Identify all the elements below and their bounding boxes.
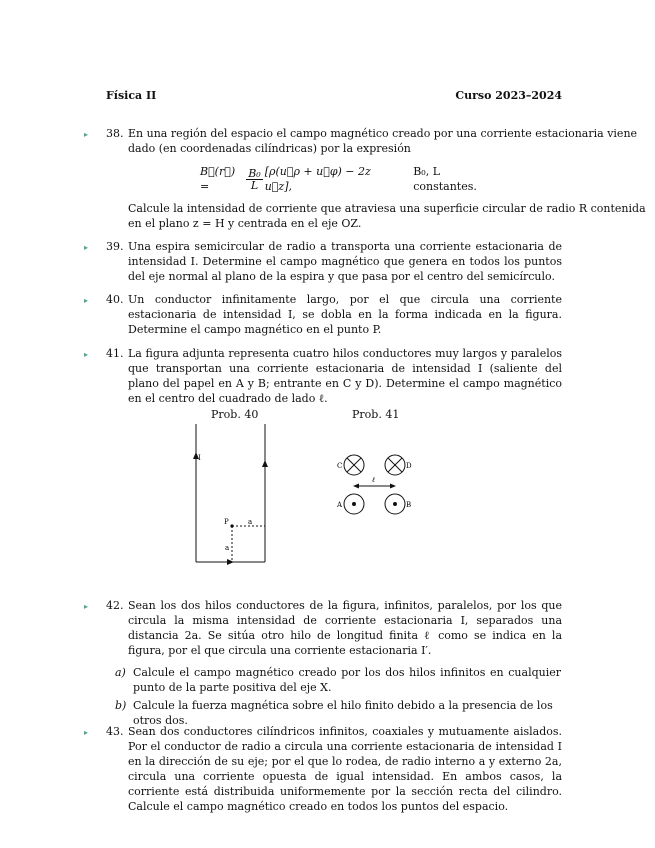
figure-41-title: Prob. 41 xyxy=(352,408,400,421)
problem-number: 42. xyxy=(106,599,124,612)
label-i: I xyxy=(198,454,201,462)
problem-41 xyxy=(84,346,562,406)
problem-number: 40. xyxy=(106,293,124,306)
label-p: P xyxy=(224,518,229,526)
figure-41 xyxy=(332,448,422,520)
page-header xyxy=(106,88,562,103)
label-d: D xyxy=(406,462,412,470)
problem-text: Una espira semicircular de radio a transporta una corriente estacionaria de intensidad I. Determine el campo magnético que genera en todos los puntos del eje normal al plano de la espira y que pasa por el centro del semicírculo. xyxy=(128,240,562,283)
problem-text: dado (en coordenadas cilíndricas) por la expresión xyxy=(128,142,411,155)
label-c: C xyxy=(337,462,343,470)
point-p xyxy=(230,524,233,527)
figure-40 xyxy=(190,420,270,566)
subquestion-tag: b) xyxy=(115,699,127,712)
subquestion-a xyxy=(115,665,561,695)
dot-out-icon xyxy=(393,502,397,506)
dot-out-icon xyxy=(352,502,356,506)
problem-38-cont xyxy=(84,201,646,231)
margin-marker-icon: ▸ xyxy=(84,243,89,252)
problem-text: Un conductor infinitamente largo, por el que circula una corriente estacionaria de intensidad I, se dobla en la forma indicada en la figura. Determine el campo magnético en el punto P. xyxy=(128,293,562,336)
margin-marker-icon: ▸ xyxy=(84,602,89,611)
problem-text: Calcule la intensidad de corriente que atraviesa una superficie circular de radio R contenida xyxy=(128,202,646,215)
problem-number: 38. xyxy=(106,127,124,140)
label-b: B xyxy=(406,501,412,509)
problem-text: En una región del espacio el campo magnético creado por una corriente estacionaria viene xyxy=(128,127,638,140)
subquestion-text: Calcule el campo magnético creado por los dos hilos infinitos en cualquier punto de la parte positiva del eje X. xyxy=(133,666,561,694)
problem-number: 41. xyxy=(106,347,124,360)
problem-42 xyxy=(84,598,562,658)
label-l: ℓ xyxy=(372,476,375,484)
problem-number: 39. xyxy=(106,240,124,253)
equation-note: B₀, L constantes. xyxy=(413,165,477,193)
problem-39 xyxy=(84,239,562,284)
problem-38 xyxy=(84,126,638,156)
subquestion-text: Calcule la fuerza magnética sobre el hilo finito debido a la presencia de los otros dos. xyxy=(133,699,553,727)
problem-number: 43. xyxy=(106,725,124,738)
equation-numerator: B₀ xyxy=(248,166,261,180)
equation-fraction xyxy=(246,168,263,191)
problem-text: en el plano z = H y centrada en el eje OZ. xyxy=(128,217,362,230)
equation-denominator: L xyxy=(250,178,259,192)
equation-rhs: [ρ(u⃗ρ + u⃗φ) − 2z u⃗z], xyxy=(264,165,371,193)
subquestion-tag: a) xyxy=(115,666,126,679)
margin-marker-icon: ▸ xyxy=(84,728,89,737)
arrow-left-icon xyxy=(353,484,359,489)
label-a: A xyxy=(337,501,343,509)
arrow-right-icon xyxy=(390,484,396,489)
arrow-right-icon xyxy=(227,559,234,565)
arrow-up-icon xyxy=(262,460,268,467)
problem-40 xyxy=(84,292,562,337)
label-a-horizontal: a xyxy=(248,518,253,526)
course-name: Física II xyxy=(106,89,157,102)
problem-43 xyxy=(84,724,562,814)
figure-40-title: Prob. 40 xyxy=(211,408,259,421)
margin-marker-icon: ▸ xyxy=(84,130,89,139)
equation xyxy=(200,166,500,192)
label-a-vertical: a xyxy=(225,544,230,552)
margin-marker-icon: ▸ xyxy=(84,350,89,359)
margin-marker-icon: ▸ xyxy=(84,296,89,305)
problem-text: Sean dos conductores cilíndricos infinitos, coaxiales y mutuamente aislados. Por el conductor de radio a circula una corriente estacionaria de intensidad I en la dirección de su eje; por el que lo rodea, de radio interno a y externo 2a, circula una corriente opuesta de igual intensidad. En ambos casos, la corriente está distribuida uniformemente por la sección recta del cilindro. Calcule el campo magnético creado en todos los puntos del espacio. xyxy=(128,725,562,813)
problem-text: La figura adjunta representa cuatro hilos conductores muy largos y paralelos que transportan una corriente estacionaria de intensidad I (saliente del plano del papel en A y B; entrante en C y D). Determine el campo magnético en el centro del cuadrado de lado ℓ. xyxy=(128,347,562,405)
equation-lhs: B⃗(r⃗) = xyxy=(200,165,236,193)
course-year: Curso 2023–2024 xyxy=(455,89,562,102)
problem-text: Sean los dos hilos conductores de la figura, infinitos, paralelos, por los que circula la misma intensidad de corriente estacionaria I, separados una distancia 2a. Se sitúa otro hilo de longitud finita ℓ como se indica en la figura, por el que circula una corriente estacionaria I′. xyxy=(128,599,562,657)
